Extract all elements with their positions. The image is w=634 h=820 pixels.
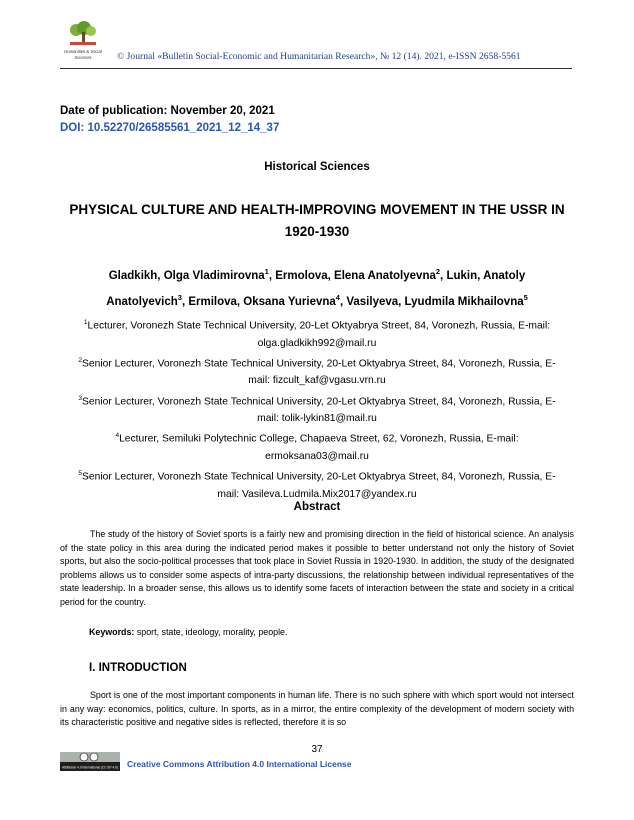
journal-logo [62, 20, 104, 64]
license-link[interactable]: Creative Commons Attribution 4.0 International License [127, 759, 352, 769]
keywords-label: Keywords: [89, 627, 135, 637]
cc-badge-text: Attribution 4.0 International (CC BY 4.0) [61, 765, 119, 770]
affiliation-sup: 1 [83, 319, 88, 326]
publication-date: Date of publication: November 20, 2021 [60, 105, 275, 117]
author-name: Ermolova, Elena Anatolyevna [275, 269, 436, 282]
keywords [89, 627, 287, 637]
author-sup: 5 [523, 292, 528, 302]
affiliation-sup: 4 [115, 432, 120, 440]
author-name: Gladkikh, Olga Vladimirovna [108, 269, 265, 282]
svg-text:Sciences: Sciences [74, 55, 92, 60]
journal-citation: © Journal «Bulletin Social-Economic and Humanitarian Research», № 12 (14). 2021, e-ISSN 2658-5561 [117, 51, 521, 62]
author-name: Lukin, Anatoly Anatolyevich [106, 269, 526, 308]
affiliation-sup: 5 [78, 470, 83, 478]
affiliation-text: Senior Lecturer, Voronezh State Technical University, 20-Let Oktyabrya Street, 84, Voronezh, Russia, E-mail: Vasileva.Ludmila.Mix2017@yandex.ru [82, 471, 556, 500]
abstract-text: The study of the history of Soviet sports is a fairly new and promising direction in the field of historical science. An analysis of the state policy in this area during the indicated period makes it possible to better understand not only the history of Soviet sports, but also the socio-political processes that took place in Soviet Russia in 1920-1930. In addition, the study of the designated problems allows us to consider some aspects of intra-party discussions, the relationship between individual representatives of the state leadership. In a broader sense, this allows us to identify some facets of interaction between the state and society in a critical period for the country. [60, 529, 574, 607]
keywords-list: sport, state, ideology, morality, people. [134, 627, 288, 637]
doi-link[interactable]: DOI: 10.52270/26585561_2021_12_14_37 [60, 122, 280, 134]
cc-license-badge[interactable] [60, 752, 120, 771]
author-sup: 2 [435, 267, 441, 276]
author-sup: 4 [335, 292, 340, 302]
affiliation [70, 314, 564, 352]
introduction-text: Sport is one of the most important components in human life. There is no such sphere with which sport would not intersect in any way: economics, politics, culture. In sports, as in a mirror, the entire complexity of the development of modern society with its characteristic positive and negative sides is reflected, therefore it is so [60, 690, 574, 727]
page-number: 37 [311, 744, 323, 755]
introduction-heading: I. INTRODUCTION [89, 662, 187, 674]
affiliation-text: Senior Lecturer, Voronezh State Technical University, 20-Let Oktyabrya Street, 84, Voronezh, Russia, E-mail: tolik-lykin81@mail.ru [82, 396, 556, 425]
article-title: PHYSICAL CULTURE AND HEALTH-IMPROVING MOVEMENT IN THE USSR IN 1920-1930 [69, 202, 565, 239]
affiliation [70, 465, 564, 503]
affiliation [70, 390, 564, 428]
author-sup: 3 [177, 292, 182, 302]
author-list: Gladkikh, Olga Vladimirovna$^1$, Ermolova, Elena Anatolyevna$^2$, Lukin, Anatoly Anatolyevich$^3$, Ermilova, Oksana Yurievna$^4$, Vasilyeva, Lyudmila Mikhailovna$^5$ [106, 267, 528, 308]
affiliation [70, 427, 564, 465]
affiliation [70, 352, 564, 390]
svg-text:Humanities & Social: Humanities & Social [64, 49, 102, 54]
affiliation-text: Senior Lecturer, Voronezh State Technical University, 20-Let Oktyabrya Street, 84, Voronezh, Russia, E-mail: fizcult_kaf@vgasu.vrn.ru [82, 358, 556, 387]
header-divider [60, 68, 572, 69]
author-name: Ermilova, Oksana Yurievna [188, 295, 336, 308]
author-sup: 1 [264, 267, 269, 276]
section-heading: Historical Sciences [264, 161, 370, 173]
affiliation-text: Lecturer, Voronezh State Technical University, 20-Let Oktyabrya Street, 84, Voronezh, Russia, E-mail: olga.gladkikh992@mail.ru [87, 320, 551, 349]
affiliation-text: Lecturer, Semiluki Polytechnic College, Chapaeva Street, 62, Voronezh, Russia, E-mail: ermoksana03@mail.ru [119, 433, 519, 463]
affiliation-sup: 2 [78, 356, 83, 364]
author-name: Vasilyeva, Lyudmila Mikhailovna [346, 295, 524, 308]
affiliation-sup: 3 [78, 394, 83, 402]
affiliation-list [70, 314, 564, 503]
abstract-heading: Abstract [293, 501, 341, 513]
